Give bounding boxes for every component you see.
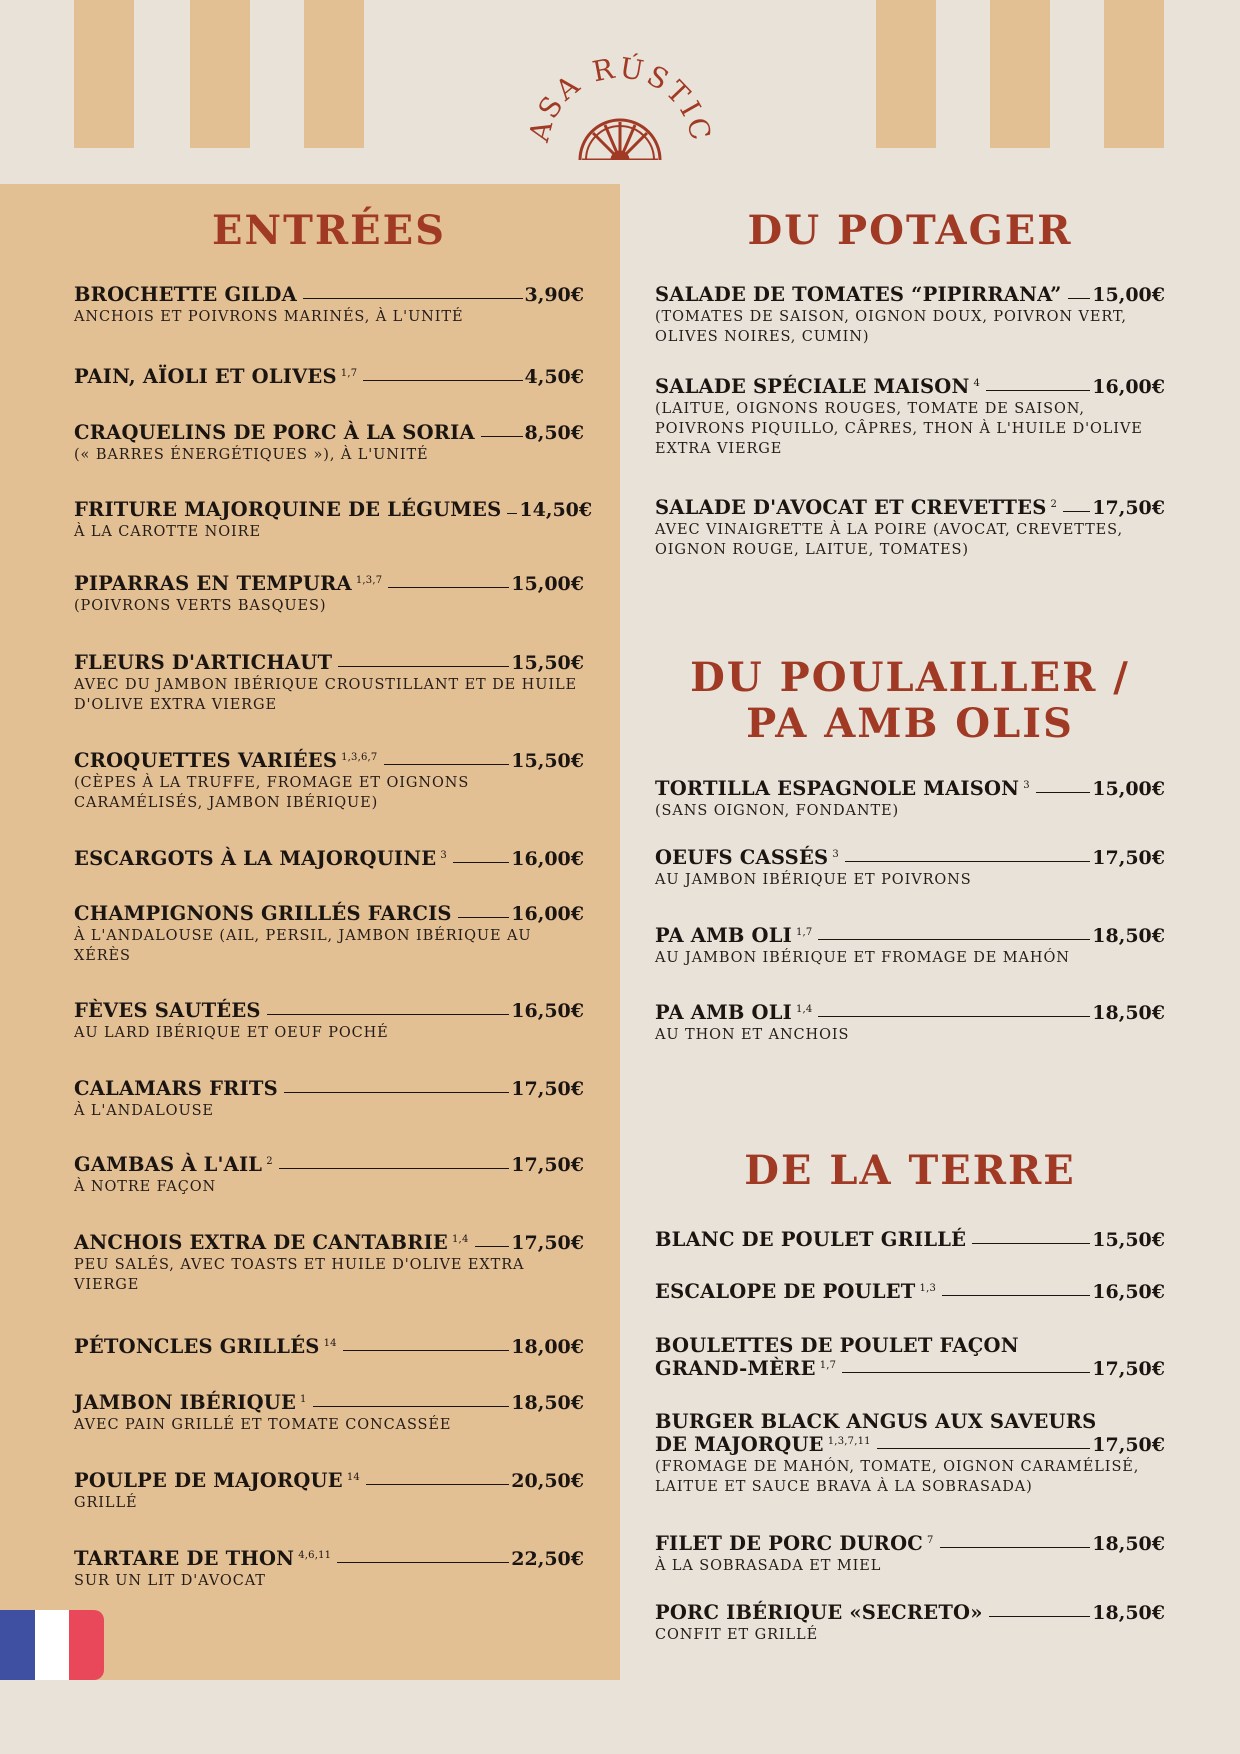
price-leader (313, 1405, 510, 1407)
allergen-codes: 1,3 (919, 1282, 937, 1294)
item-description: AVEC VINAIGRETTE À LA POIRE (AVOCAT, CREVETTES, OIGNON ROUGE, LAITUE, TOMATES) (655, 522, 1123, 558)
item-name: OEUFS CASSÉS $^3$ (655, 846, 839, 869)
item-price: 8,50€ (524, 422, 584, 444)
allergen-codes: 2 (266, 1155, 273, 1167)
menu-item (74, 1547, 584, 1591)
item-price: 15,00€ (1092, 778, 1165, 800)
item-name: GAMBAS À L'AIL $^2$ (74, 1153, 273, 1176)
menu-item (74, 498, 593, 542)
price-leader (942, 1294, 1090, 1296)
item-description: (« BARRES ÉNERGÉTIQUES »), À L'UNITÉ (74, 447, 429, 463)
item-price: 18,50€ (511, 1392, 584, 1414)
item-price: 15,00€ (1092, 284, 1165, 306)
item-price: 15,00€ (511, 573, 584, 595)
item-name: PÉTONCLES GRILLÉS $^{14}$ (74, 1335, 337, 1358)
item-price: 15,50€ (1092, 1229, 1165, 1251)
item-description: (CÈPES À LA TRUFFE, FROMAGE ET OIGNONS CARAMÉLISÉS, JAMBON IBÉRIQUE) (74, 775, 470, 811)
price-leader (284, 1091, 509, 1093)
item-price: 18,00€ (511, 1336, 584, 1358)
item-name: FÈVES SAUTÉES (74, 999, 261, 1022)
wagon-wheel-logo (520, 30, 720, 160)
item-price: 14,50€ (519, 499, 593, 521)
item-description: AVEC DU JAMBON IBÉRIQUE CROUSTILLANT ET DE HUILE D'OLIVE EXTRA VIERGE (74, 677, 577, 713)
menu-item (655, 1410, 1165, 1497)
menu-item (74, 999, 584, 1043)
item-name: FRITURE MAJORQUINE DE LÉGUMES (74, 498, 502, 521)
item-price: 15,50€ (511, 750, 584, 772)
price-leader (303, 297, 523, 299)
item-description: PEU SALÉS, AVEC TOASTS ET HUILE D'OLIVE EXTRA VIERGE (74, 1257, 525, 1293)
menu-item (74, 1469, 584, 1513)
french-flag-icon[interactable] (0, 1610, 104, 1680)
item-price: 17,50€ (1092, 1434, 1165, 1456)
menu-item (74, 421, 584, 465)
price-leader (481, 435, 523, 437)
allergen-codes: 1 (300, 1393, 307, 1405)
item-name: BURGER BLACK ANGUS AUX SAVEURS (655, 1410, 1097, 1433)
menu-item (74, 651, 584, 715)
menu-item (655, 1532, 1165, 1576)
item-price: 16,50€ (1092, 1281, 1165, 1303)
allergen-codes: 3 (1023, 779, 1030, 791)
price-leader (818, 938, 1090, 940)
price-leader (507, 512, 517, 514)
menu-item (74, 365, 584, 388)
price-leader (940, 1546, 1091, 1548)
header-stripe (190, 0, 250, 148)
item-price: 17,50€ (1092, 847, 1165, 869)
item-name: PORC IBÉRIQUE «SECRETO» (655, 1601, 983, 1624)
item-name: PA AMB OLI $^{1,7}$ (655, 924, 813, 947)
item-description: AU JAMBON IBÉRIQUE ET FROMAGE DE MAHÓN (655, 950, 1070, 966)
menu-item (655, 846, 1165, 890)
brand-logo (520, 30, 720, 160)
allergen-codes: 3 (440, 849, 447, 861)
item-description: (SANS OIGNON, FONDANTE) (655, 803, 900, 819)
menu-item (74, 1077, 584, 1121)
price-leader (972, 1242, 1090, 1244)
item-name: CHAMPIGNONS GRILLÉS FARCIS (74, 902, 452, 925)
allergen-codes: 14 (323, 1337, 337, 1349)
item-price: 17,50€ (511, 1078, 584, 1100)
item-description: (LAITUE, OIGNONS ROUGES, TOMATE DE SAISON, POIVRONS PIQUILLO, CÂPRES, THON À L'HUILE D'OLIVE EXTRA VIERGE (655, 401, 1143, 457)
item-description: GRILLÉ (74, 1495, 138, 1511)
menu-item (74, 749, 584, 813)
price-leader (366, 1483, 509, 1485)
allergen-codes: 1,7 (340, 367, 358, 379)
price-leader (343, 1349, 510, 1351)
item-price: 15,50€ (511, 652, 584, 674)
item-price: 16,00€ (511, 848, 584, 870)
menu-item (655, 496, 1165, 560)
item-name: FLEURS D'ARTICHAUT (74, 651, 333, 674)
price-leader (337, 1561, 509, 1563)
item-name: PIPARRAS EN TEMPURA $^{1,3,7}$ (74, 572, 383, 595)
item-description: AVEC PAIN GRILLÉ ET TOMATE CONCASSÉE (74, 1417, 452, 1433)
item-price: 20,50€ (511, 1470, 584, 1492)
menu-item (74, 1231, 584, 1295)
item-price: 16,00€ (511, 903, 584, 925)
menu-item (655, 924, 1165, 968)
item-name: BLANC DE POULET GRILLÉ (655, 1228, 967, 1251)
item-description: À L'ANDALOUSE (74, 1103, 214, 1119)
item-name: PAIN, AÏOLI ET OLIVES $^{1,7}$ (74, 365, 358, 388)
item-description: AU THON ET ANCHOIS (655, 1027, 850, 1043)
menu-item (74, 572, 584, 616)
item-description: AU JAMBON IBÉRIQUE ET POIVRONS (655, 872, 972, 888)
allergen-codes: 14 (346, 1471, 360, 1483)
item-name: TARTARE DE THON $^{4,6,11}$ (74, 1547, 332, 1570)
allergen-codes: 1,3,7,11 (827, 1435, 871, 1447)
item-description: ANCHOIS ET POIVRONS MARINÉS, À L'UNITÉ (74, 309, 464, 325)
menu-item (74, 1153, 584, 1197)
menu-item (655, 1601, 1165, 1645)
price-leader (818, 1015, 1090, 1017)
item-name: JAMBON IBÉRIQUE $^1$ (74, 1391, 307, 1414)
item-price: 22,50€ (511, 1548, 584, 1570)
price-leader (989, 1615, 1091, 1617)
item-description: (TOMATES DE SAISON, OIGNON DOUX, POIVRON VERT, OLIVES NOIRES, CUMIN) (655, 309, 1127, 345)
allergen-codes: 1,3,7 (355, 574, 383, 586)
item-name: SALADE SPÉCIALE MAISON $^4$ (655, 375, 981, 398)
allergen-codes: 1,4 (795, 1003, 813, 1015)
header-stripe (990, 0, 1050, 148)
price-leader (279, 1167, 510, 1169)
item-description: CONFIT ET GRILLÉ (655, 1627, 819, 1643)
menu-item (655, 777, 1165, 821)
item-price: 3,90€ (524, 284, 584, 306)
price-leader (475, 1245, 510, 1247)
item-name: BROCHETTE GILDA (74, 283, 297, 306)
item-price: 17,50€ (511, 1232, 584, 1254)
menu-item (74, 902, 584, 966)
item-price: 17,50€ (511, 1154, 584, 1176)
price-leader (384, 763, 510, 765)
item-name-line2: DE MAJORQUE $^{1,3,7,11}$ (655, 1433, 871, 1456)
menu-item (655, 283, 1165, 347)
brand-name: ASA RÚSTIC (522, 51, 719, 147)
allergen-codes: 4 (973, 377, 981, 389)
item-description: À LA CAROTTE NOIRE (74, 524, 261, 540)
item-price: 16,00€ (1092, 376, 1165, 398)
price-leader (363, 379, 522, 381)
menu-item (74, 1335, 584, 1358)
item-price: 4,50€ (524, 366, 584, 388)
menu-item (655, 1334, 1165, 1380)
menu-item (74, 283, 584, 327)
price-leader (338, 665, 509, 667)
menu-item (655, 1280, 1165, 1303)
menu-item (74, 1391, 584, 1435)
item-price: 18,50€ (1092, 1602, 1165, 1624)
item-price: 18,50€ (1092, 1533, 1165, 1555)
item-name: POULPE DE MAJORQUE $^{14}$ (74, 1469, 360, 1492)
allergen-codes: 1,7 (819, 1359, 837, 1371)
price-leader (842, 1371, 1090, 1373)
item-name: CROQUETTES VARIÉES $^{1,3,6,7}$ (74, 749, 378, 772)
item-name: ANCHOIS EXTRA DE CANTABRIE $^{1,4}$ (74, 1231, 469, 1254)
price-leader (1036, 791, 1091, 793)
allergen-codes: 1,4 (452, 1233, 469, 1245)
item-name: FILET DE PORC DUROC $^7$ (655, 1532, 934, 1555)
item-description: SUR UN LIT D'AVOCAT (74, 1573, 266, 1589)
item-name: CRAQUELINS DE PORC À LA SORIA (74, 421, 475, 444)
price-leader (453, 861, 509, 863)
item-name: PA AMB OLI $^{1,4}$ (655, 1001, 813, 1024)
section-title-poulailler: DU POULAILLER / PA AMB OLIS (690, 654, 1130, 747)
item-name: SALADE D'AVOCAT ET CREVETTES $^2$ (655, 496, 1058, 519)
item-name: BOULETTES DE POULET FAÇON (655, 1334, 1019, 1357)
price-leader (877, 1447, 1091, 1449)
item-price: 18,50€ (1092, 925, 1165, 947)
item-price: 18,50€ (1092, 1002, 1165, 1024)
allergen-codes: 4,6,11 (298, 1549, 332, 1561)
section-title-terre: DE LA TERRE (744, 1147, 1076, 1194)
allergen-codes: 3 (832, 848, 839, 860)
menu-item (655, 1228, 1165, 1251)
header-stripe (74, 0, 134, 148)
item-name: SALADE DE TOMATES “PIPIRRANA” (655, 283, 1062, 306)
header-stripe (876, 0, 936, 148)
price-leader (986, 389, 1090, 391)
item-name: TORTILLA ESPAGNOLE MAISON $^3$ (655, 777, 1030, 800)
item-description: (FROMAGE DE MAHÓN, TOMATE, OIGNON CARAMÉLISÉ, LAITUE ET SAUCE BRAVA À LA SOBRASADA) (655, 1459, 1140, 1495)
section-title-potager: DU POTAGER (747, 207, 1073, 254)
item-price: 17,50€ (1092, 497, 1165, 519)
price-leader (388, 586, 509, 588)
item-description: AU LARD IBÉRIQUE ET OEUF POCHÉ (74, 1025, 389, 1041)
item-description: À NOTRE FAÇON (74, 1179, 217, 1195)
item-description: À LA SOBRASADA ET MIEL (655, 1558, 882, 1574)
allergen-codes: 1,3,6,7 (341, 751, 378, 763)
allergen-codes: 2 (1050, 498, 1058, 510)
item-name: ESCARGOTS À LA MAJORQUINE $^3$ (74, 847, 447, 870)
menu-item (74, 847, 584, 870)
price-leader (1068, 297, 1091, 299)
price-leader (845, 860, 1090, 862)
item-price: 17,50€ (1092, 1358, 1165, 1380)
item-description: (POIVRONS VERTS BASQUES) (74, 598, 327, 614)
price-leader (458, 916, 510, 918)
item-price: 16,50€ (511, 1000, 584, 1022)
header-stripe (304, 0, 364, 148)
item-name-line2: GRAND-MÈRE $^{1,7}$ (655, 1357, 837, 1380)
menu-item (655, 375, 1165, 459)
header-stripe (1104, 0, 1164, 148)
allergen-codes: 7 (927, 1534, 934, 1546)
allergen-codes: 1,7 (795, 926, 813, 938)
item-name: ESCALOPE DE POULET $^{1,3}$ (655, 1280, 937, 1303)
item-description: À L'ANDALOUSE (AIL, PERSIL, JAMBON IBÉRIQUE AU XÉRÈS (74, 928, 532, 964)
item-name: CALAMARS FRITS (74, 1077, 278, 1100)
price-leader (267, 1013, 510, 1015)
menu-item (655, 1001, 1165, 1045)
section-title-entrees: ENTRÉES (212, 207, 446, 254)
price-leader (1063, 510, 1090, 512)
